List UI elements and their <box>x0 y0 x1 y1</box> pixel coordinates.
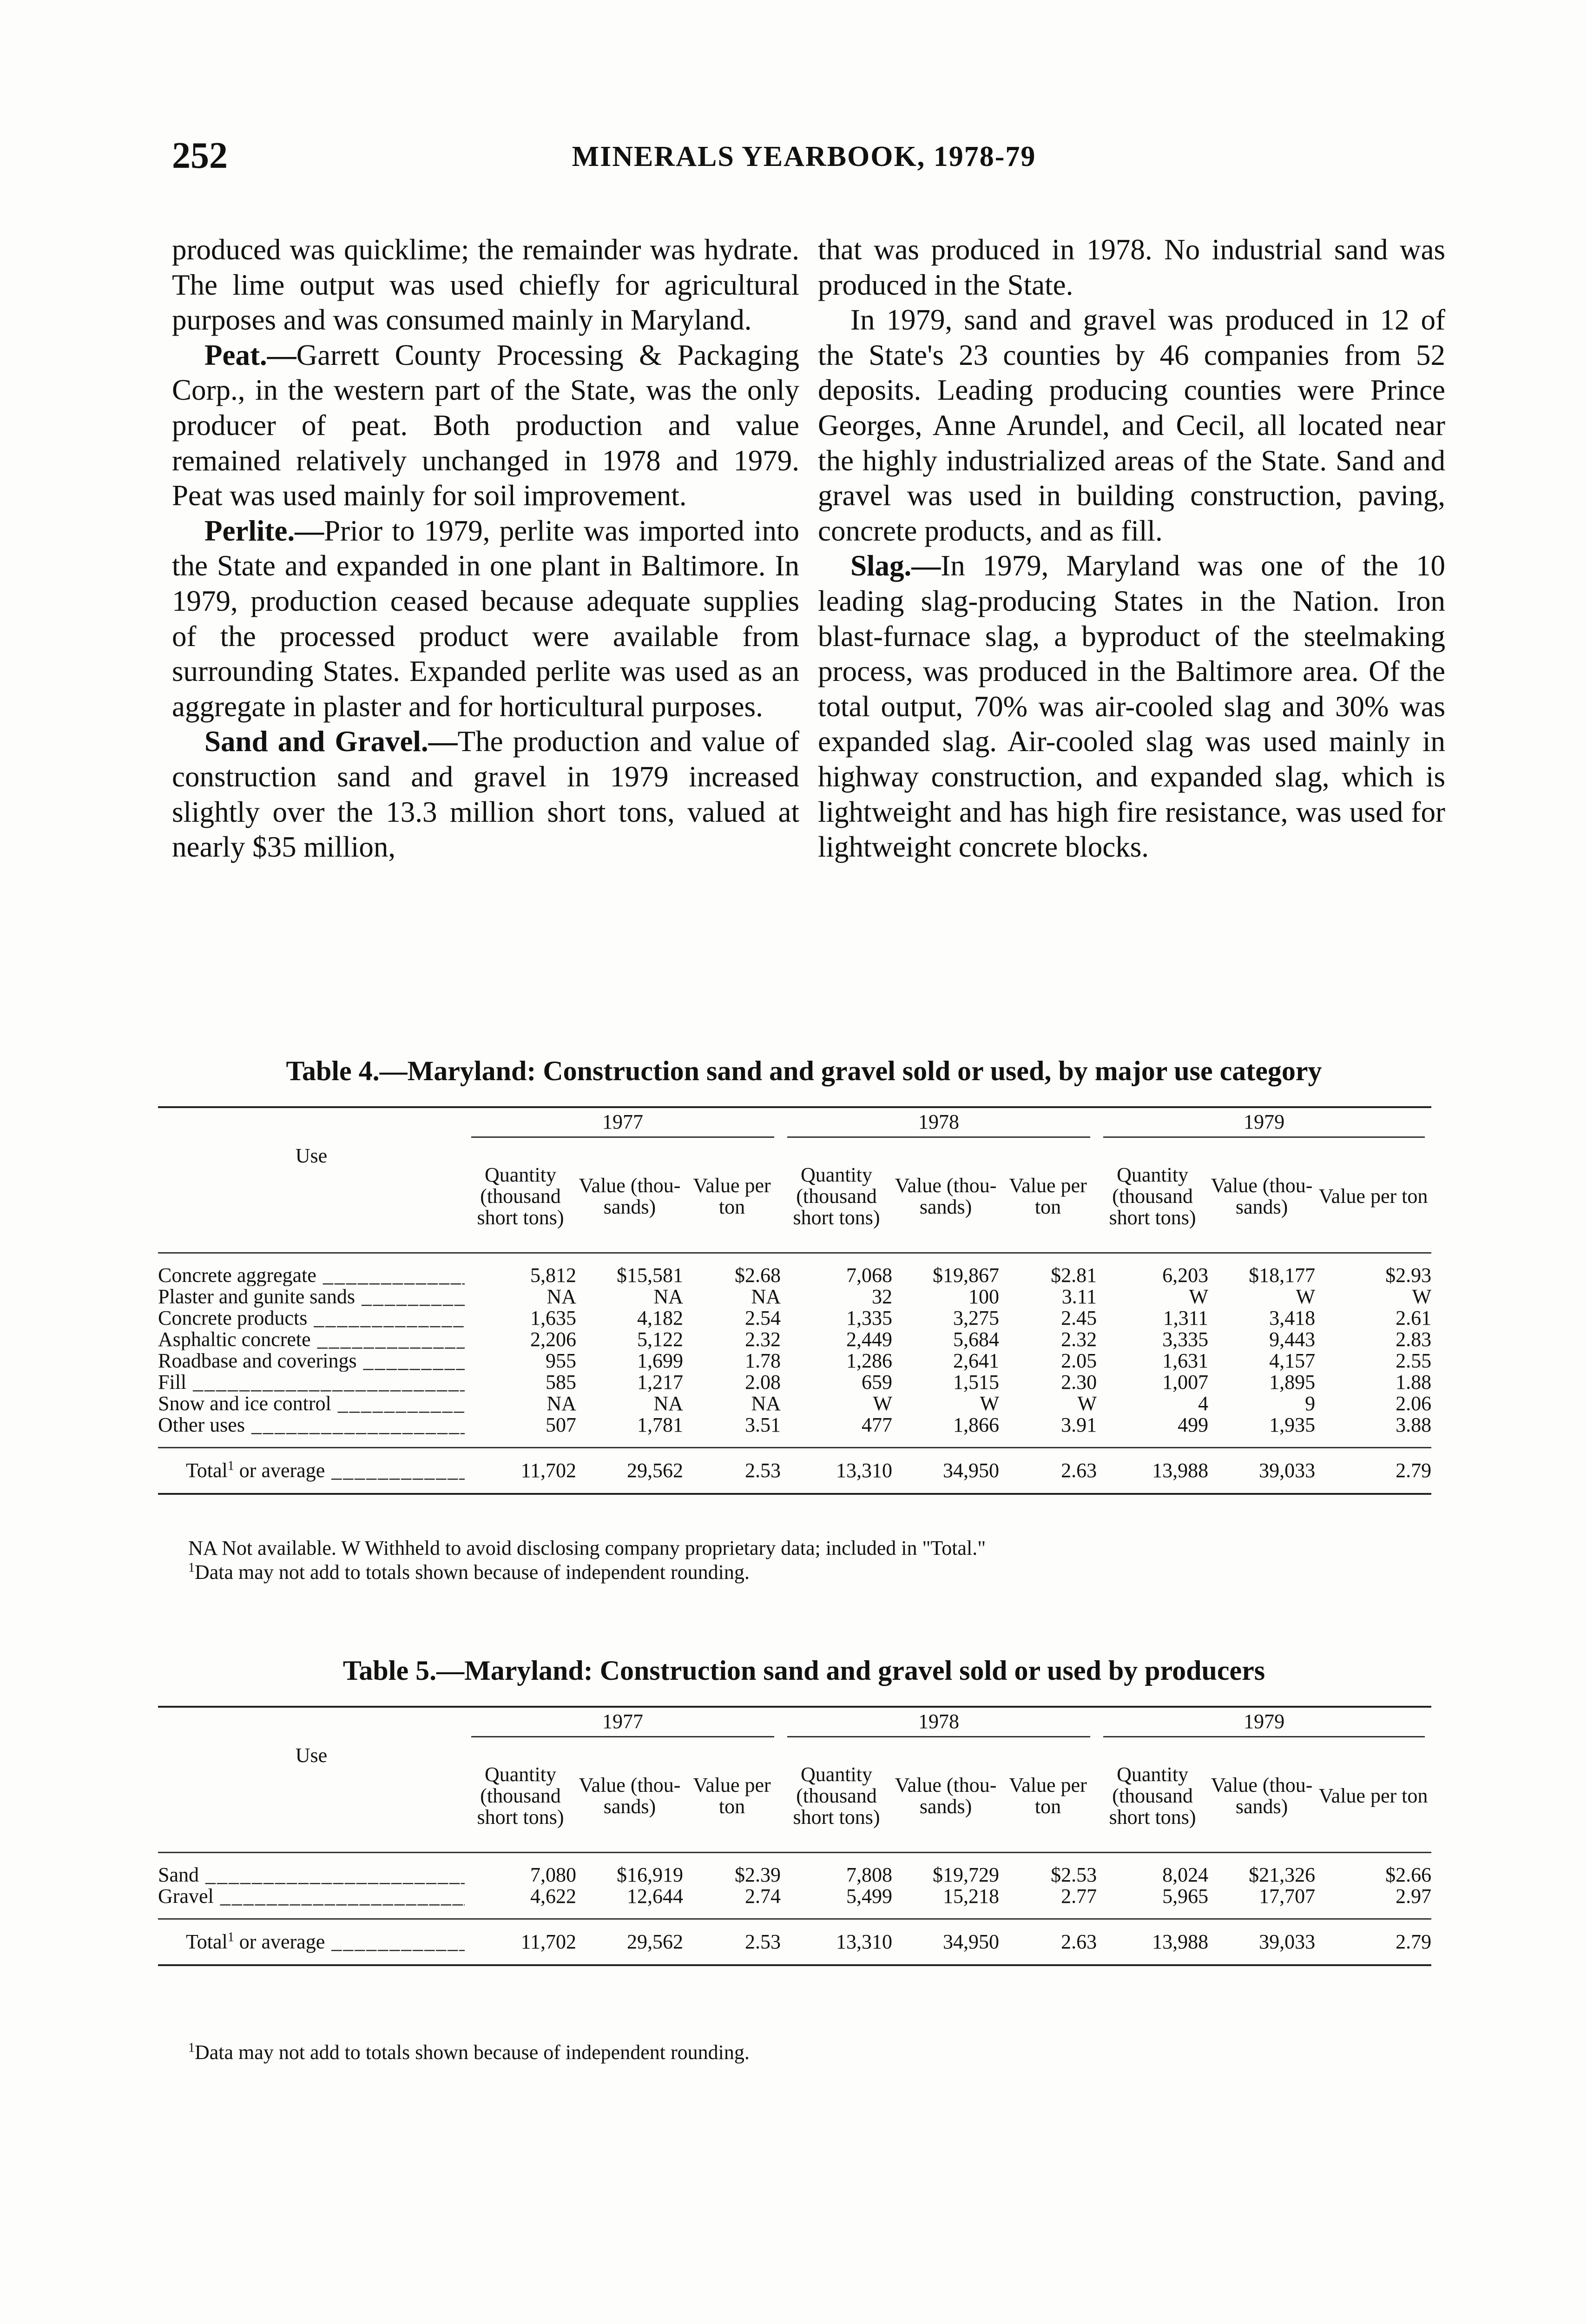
value-cell: 1,781 <box>637 1413 683 1436</box>
use-label: Concrete aggregate _____ <box>158 1265 465 1286</box>
value-cell: NA <box>547 1285 576 1308</box>
section-heading: Perlite.— <box>204 514 324 547</box>
total-value-cell: 2.53 <box>683 1448 781 1494</box>
value-per-ton-header: Value per ton <box>1315 1740 1431 1853</box>
total-value-cell: 11,702 <box>465 1448 576 1494</box>
use-cell <box>158 1393 465 1414</box>
total-suffix: or average _____ <box>234 1459 465 1482</box>
value-per-ton-header: Value per ton <box>683 1740 781 1853</box>
table4-title: Table 4.—Maryland: Construction sand and gravel sold or used, by major use category <box>286 1056 1322 1086</box>
value-cell: 1,311 <box>1163 1307 1209 1329</box>
use-label: Roadbase and coverings _____ <box>158 1350 465 1372</box>
quantity-header: Quantity (thousand short tons) <box>1097 1141 1208 1253</box>
paragraph: Slag.—In 1979, Maryland was one of the 10 leading slag-producing States in the Nation. Iron blast-furnace slag, a byproduct of the steelmaking process, was produced in the Baltimore area. Of the total output, 70% was air-cooled slag and 30% was expanded slag. Air-cooled slag was used mainly in highway construction, and expanded slag, which is lightweight and has high fire resistance, was used for lightweight concrete blocks. <box>818 549 1445 864</box>
value-cell: 17,707 <box>1259 1885 1316 1908</box>
total-value-cell: 2.53 <box>683 1919 781 1966</box>
value-header: Value (thou-sands) <box>892 1141 999 1253</box>
value-cell: 1,286 <box>846 1349 893 1372</box>
value-cell: 2,206 <box>530 1328 576 1351</box>
value-cell: 1,866 <box>953 1413 1000 1436</box>
value-cell: 1,217 <box>637 1371 683 1393</box>
value-cell: 5,965 <box>1162 1885 1209 1908</box>
paragraph: Peat.—Garrett County Processing & Packaging Corp., in the western part of the State, was the only producer of peat. Both production and value remained relatively unchanged in 1978 and 1979. Peat was used mainly for soil improvement. <box>172 338 799 512</box>
total-value-cell: 29,562 <box>576 1919 683 1966</box>
value-cell: 4,157 <box>1269 1349 1316 1372</box>
value-cell: 1,335 <box>846 1307 893 1329</box>
value-cell: 9,443 <box>1269 1328 1316 1351</box>
total-label: Total <box>186 1459 228 1482</box>
total-value-cell: 29,562 <box>576 1448 683 1494</box>
use-cell <box>158 1329 465 1350</box>
value-cell: $2.81 <box>1051 1264 1097 1287</box>
use-header: Use <box>158 1141 465 1253</box>
value-cell: $19,867 <box>933 1264 1000 1287</box>
value-per-ton-header: Value per ton <box>999 1740 1097 1853</box>
value-cell: 6,203 <box>1162 1264 1209 1287</box>
table-row <box>158 1886 1431 1907</box>
value-cell: NA <box>653 1392 683 1415</box>
value-cell: 1,007 <box>1162 1371 1209 1393</box>
table5-title: Table 5.—Maryland: Construction sand and gravel sold or used by producers <box>342 1655 1265 1686</box>
total-value-cell: 39,033 <box>1208 1448 1315 1494</box>
table-row <box>158 1350 1431 1372</box>
value-cell: W <box>1296 1285 1316 1308</box>
value-cell: 2.97 <box>1396 1885 1432 1908</box>
use-cell <box>158 1307 465 1329</box>
table4 <box>158 1106 1431 1495</box>
value-cell: 1.78 <box>745 1349 781 1372</box>
value-cell: 2.32 <box>745 1328 781 1351</box>
value-cell: W <box>1189 1285 1209 1308</box>
value-cell: 100 <box>968 1285 1000 1308</box>
total-value-cell: 13,988 <box>1097 1919 1208 1966</box>
value-cell: 1,635 <box>530 1307 576 1329</box>
quantity-header: Quantity (thousand short tons) <box>781 1141 892 1253</box>
total-value-cell: 2.63 <box>999 1919 1097 1966</box>
value-cell: 5,499 <box>846 1885 893 1908</box>
total-value-cell: 34,950 <box>892 1448 999 1494</box>
table-row <box>158 1372 1431 1393</box>
use-cell <box>158 1265 465 1286</box>
use-cell <box>158 1886 465 1907</box>
total-label-cell <box>158 1448 465 1494</box>
year-header: 1978 <box>787 1711 1090 1737</box>
value-cell: 2.30 <box>1061 1371 1097 1393</box>
year-header: 1977 <box>471 1111 774 1138</box>
value-per-ton-header: Value per ton <box>999 1141 1097 1253</box>
paragraph: Perlite.—Prior to 1979, perlite was imported into the State and expanded in one plant in Baltimore. In 1979, production ceased because adequate supplies of the processed product were available from surrounding States. Expanded perlite was used as an aggregate in plaster and for horticultural purposes. <box>172 514 799 723</box>
use-cell <box>158 1350 465 1372</box>
section-heading: Slag.— <box>850 549 941 582</box>
value-cell: 585 <box>546 1371 576 1393</box>
value-cell: 3.88 <box>1396 1413 1432 1436</box>
value-cell: 1,895 <box>1269 1371 1316 1393</box>
page-number: 252 <box>172 135 228 176</box>
value-cell: 3.11 <box>1061 1285 1097 1308</box>
table5-notes <box>188 2040 1443 2065</box>
table-row <box>158 1414 1431 1436</box>
value-cell: 3.91 <box>1061 1413 1097 1436</box>
page-header <box>172 135 1436 186</box>
table-row <box>158 1864 1431 1886</box>
value-cell: 3,335 <box>1162 1328 1209 1351</box>
value-cell: NA <box>653 1285 683 1308</box>
total-value-cell: 13,310 <box>781 1448 892 1494</box>
value-cell: 7,808 <box>846 1863 893 1886</box>
total-value-cell: 34,950 <box>892 1919 999 1966</box>
year-header: 1979 <box>1103 1111 1425 1138</box>
value-cell: 5,684 <box>953 1328 1000 1351</box>
table-row <box>158 1329 1431 1350</box>
total-row <box>158 1919 1431 1966</box>
quantity-header: Quantity (thousand short tons) <box>1097 1740 1208 1853</box>
use-label: Sand _____ <box>158 1864 465 1886</box>
value-cell: NA <box>547 1392 576 1415</box>
total-value-cell: 2.79 <box>1315 1448 1431 1494</box>
value-cell: 2.61 <box>1396 1307 1432 1329</box>
use-cell <box>158 1414 465 1436</box>
paragraph: that was produced in 1978. No industrial sand was produced in the State. <box>818 233 1445 301</box>
total-value-cell: 13,310 <box>781 1919 892 1966</box>
value-cell: 2.05 <box>1061 1349 1097 1372</box>
value-cell: $18,177 <box>1249 1264 1316 1287</box>
value-cell: W <box>1077 1392 1097 1415</box>
value-cell: 507 <box>546 1413 576 1436</box>
value-cell: 4,622 <box>530 1885 576 1908</box>
value-cell: 2.77 <box>1061 1885 1097 1908</box>
total-value-cell: 2.79 <box>1315 1919 1431 1966</box>
total-value-cell: 39,033 <box>1208 1919 1315 1966</box>
value-cell: $15,581 <box>617 1264 683 1287</box>
value-cell: 2.55 <box>1396 1349 1432 1372</box>
total-value-cell: 2.63 <box>999 1448 1097 1494</box>
table-row <box>158 1393 1431 1414</box>
value-cell: 2.45 <box>1061 1307 1097 1329</box>
use-label: Plaster and gunite sands _____ <box>158 1286 465 1307</box>
value-cell: 1,515 <box>953 1371 1000 1393</box>
section-heading: Sand and Gravel.— <box>204 725 458 758</box>
value-per-ton-header: Value per ton <box>1315 1141 1431 1253</box>
table-note: $^1$Data may not add to totals shown because of independent rounding. <box>188 2040 750 2064</box>
use-label: Fill _____ <box>158 1372 465 1393</box>
value-cell: 2.06 <box>1396 1392 1432 1415</box>
section-heading: Peat.— <box>204 338 296 371</box>
paragraph: Sand and Gravel.—The production and value of construction sand and gravel in 1979 increased slightly over the 13.3 million short tons, valued at nearly $35 million, <box>172 725 799 864</box>
value-cell: 1,935 <box>1269 1413 1316 1436</box>
value-header: Value (thou-sands) <box>576 1141 683 1253</box>
year-header: 1978 <box>787 1111 1090 1138</box>
value-cell: 4,182 <box>637 1307 683 1329</box>
use-cell <box>158 1864 465 1886</box>
value-cell: 2,449 <box>846 1328 893 1351</box>
paragraph: produced was quicklime; the remainder was hydrate. The lime output was used chiefly for agricultural purposes and was consumed mainly in Maryland. <box>172 233 799 337</box>
value-cell: 8,024 <box>1162 1863 1209 1886</box>
value-cell: W <box>1412 1285 1432 1308</box>
table5 <box>158 1706 1431 1966</box>
value-cell: 7,080 <box>530 1863 576 1886</box>
value-header: Value (thou-sands) <box>1208 1141 1315 1253</box>
table-row <box>158 1286 1431 1307</box>
value-cell: $2.39 <box>735 1863 781 1886</box>
use-label: Other uses _____ <box>158 1414 465 1436</box>
value-cell: $21,326 <box>1249 1863 1316 1886</box>
value-cell: $2.53 <box>1051 1863 1097 1886</box>
value-cell: 499 <box>1178 1413 1209 1436</box>
value-cell: 659 <box>862 1371 893 1393</box>
value-cell: 4 <box>1198 1392 1209 1415</box>
table4-notes <box>188 1536 1443 1585</box>
use-cell <box>158 1372 465 1393</box>
use-label: Asphaltic concrete _____ <box>158 1329 465 1350</box>
value-cell: 2.54 <box>745 1307 781 1329</box>
value-header: Value (thou-sands) <box>892 1740 999 1853</box>
value-cell: 5,122 <box>637 1328 683 1351</box>
value-cell: NA <box>751 1392 781 1415</box>
use-label: Gravel _____ <box>158 1886 465 1907</box>
table-row <box>158 1307 1431 1329</box>
value-per-ton-header: Value per ton <box>683 1141 781 1253</box>
value-cell: $19,729 <box>933 1863 1000 1886</box>
value-cell: 32 <box>872 1285 893 1308</box>
value-cell: 2.32 <box>1061 1328 1097 1351</box>
footnote-marker: 1 <box>227 1930 234 1945</box>
value-cell: W <box>873 1392 893 1415</box>
total-value-cell: 13,988 <box>1097 1448 1208 1494</box>
value-cell: $2.93 <box>1385 1264 1432 1287</box>
value-cell: 5,812 <box>530 1264 576 1287</box>
total-row <box>158 1448 1431 1494</box>
value-cell: 477 <box>862 1413 893 1436</box>
table-note: NA Not available. W Withheld to avoid disclosing company proprietary data; included in "Total." <box>188 1537 986 1559</box>
value-cell: W <box>980 1392 1000 1415</box>
value-cell: 3,275 <box>953 1307 1000 1329</box>
running-title: MINERALS YEARBOOK, 1978-79 <box>572 141 1036 172</box>
value-cell: 955 <box>546 1349 576 1372</box>
value-cell: 1,631 <box>1162 1349 1209 1372</box>
value-cell: 9 <box>1305 1392 1316 1415</box>
value-cell: $2.68 <box>735 1264 781 1287</box>
value-cell: 1,699 <box>637 1349 683 1372</box>
left-column <box>172 232 799 865</box>
value-cell: 2,641 <box>953 1349 1000 1372</box>
value-cell: 2.74 <box>745 1885 781 1908</box>
total-label-cell <box>158 1919 465 1966</box>
use-header: Use <box>158 1740 465 1853</box>
year-header: 1977 <box>471 1711 774 1737</box>
total-value-cell: 11,702 <box>465 1919 576 1966</box>
value-cell: 3.51 <box>745 1413 781 1436</box>
paragraph: In 1979, sand and gravel was produced in 12 of the State's 23 counties by 46 companies from 52 deposits. Leading producing counties were Prince Georges, Anne Arundel, and Cecil, all located near the highly industrialized areas of the State. Sand and gravel was used in building construction, paving, concrete products, and as fill. <box>818 304 1445 547</box>
use-cell <box>158 1286 465 1307</box>
quantity-header: Quantity (thousand short tons) <box>781 1740 892 1853</box>
value-cell: 2.83 <box>1396 1328 1432 1351</box>
value-cell: 15,218 <box>943 1885 1000 1908</box>
quantity-header: Quantity (thousand short tons) <box>465 1740 576 1853</box>
value-header: Value (thou-sands) <box>1208 1740 1315 1853</box>
year-header: 1979 <box>1103 1711 1425 1737</box>
value-cell: 7,068 <box>846 1264 893 1287</box>
total-label: Total <box>186 1930 228 1953</box>
table-note: $^1$Data may not add to totals shown because of independent rounding. <box>188 1560 750 1584</box>
quantity-header: Quantity (thousand short tons) <box>465 1141 576 1253</box>
footnote-marker: 1 <box>227 1459 234 1473</box>
table-row <box>158 1265 1431 1286</box>
value-cell: $16,919 <box>617 1863 683 1886</box>
value-cell: NA <box>751 1285 781 1308</box>
use-label: Concrete products _____ <box>158 1307 465 1329</box>
value-cell: 3,418 <box>1269 1307 1316 1329</box>
value-cell: 1.88 <box>1396 1371 1432 1393</box>
value-header: Value (thou-sands) <box>576 1740 683 1853</box>
value-cell: $2.66 <box>1385 1863 1432 1886</box>
value-cell: 12,644 <box>627 1885 683 1908</box>
use-label: Snow and ice control _____ <box>158 1393 465 1414</box>
right-column <box>818 232 1445 865</box>
total-suffix: or average _____ <box>234 1930 465 1953</box>
value-cell: 2.08 <box>745 1371 781 1393</box>
